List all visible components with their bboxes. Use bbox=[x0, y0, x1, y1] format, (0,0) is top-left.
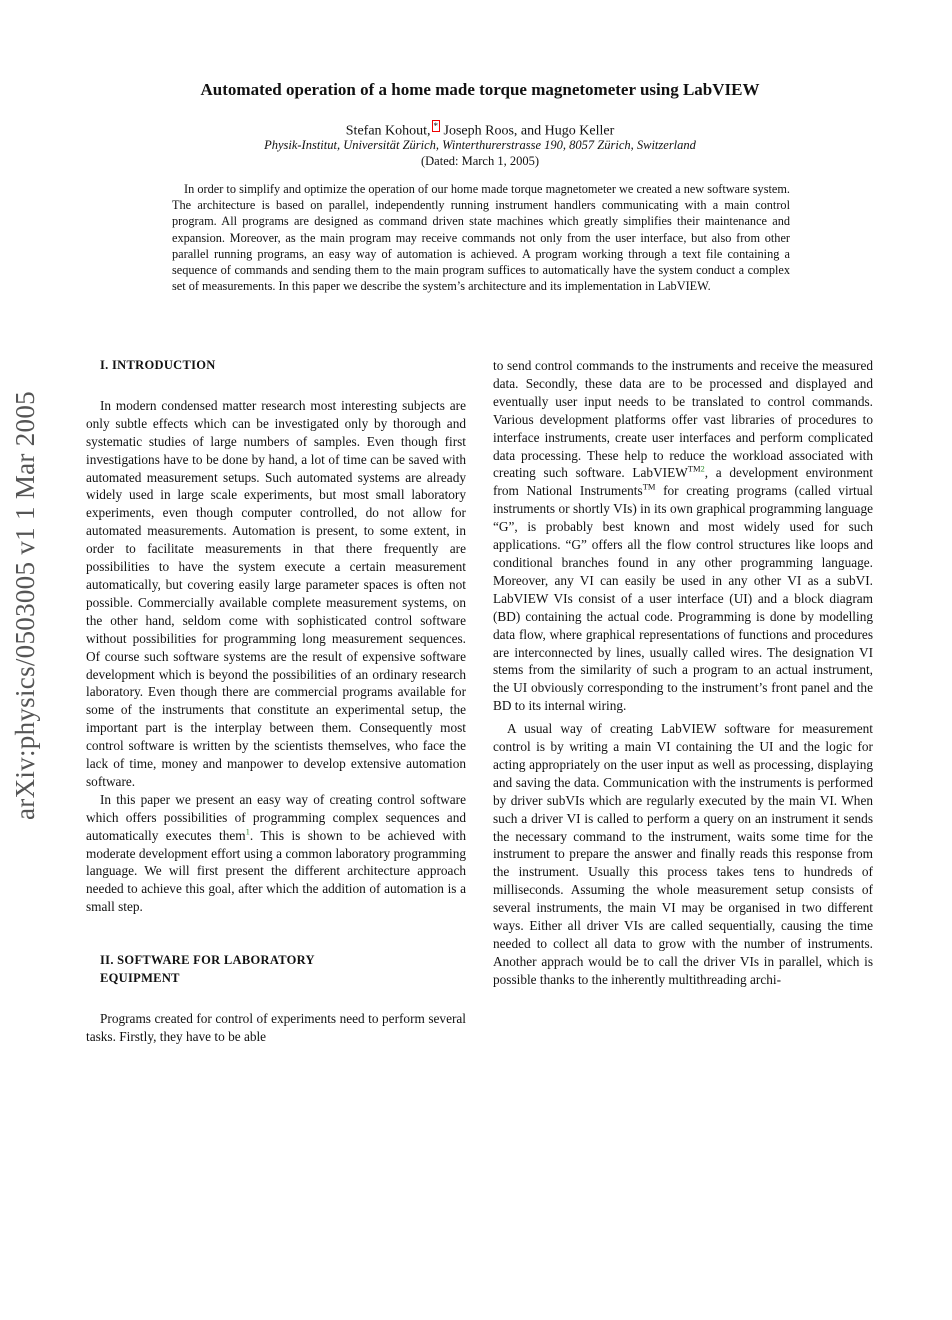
authors-rest: Joseph Roos, and Hugo Keller bbox=[440, 123, 615, 139]
intro-p2-text-a: In this paper we present an easy way of creating control software which offers possibilities of programming complex sequences and automatically executes them bbox=[86, 791, 466, 843]
arxiv-identifier: arXiv:physics/0503005 v1 1 Mar 2005 bbox=[10, 391, 40, 820]
abstract: In order to simplify and optimize the operation of our home made torque magnetometer we created a new software system. The architecture is based on parallel, independently running instrument handlers communicating with a main control program. All programs are designed as command driven state machines which greatly simplifies their maintenance and expansion. Moreover, as the main program may receive commands not only from the user interface, but also from other parallel running programs, an easy way of automation is achieved. A program working through a text file containing a sequence of commands and sending them to the main program suffices to automatically have the system conduct a complex set of measurements. In this paper we describe the system’s architecture and its implementation in LabVIEW. bbox=[172, 182, 790, 294]
author-footnote-link[interactable]: * bbox=[433, 121, 439, 131]
software-paragraph-2: A usual way of creating LabVIEW software for measurement control is by writing a main VI containing the UI and the logic for acting appropriately on the user input as well as processing, displaying and saving the data. Communication with the instruments is performed by driver subVIs which are regularly executed by the main VI. When such a driver VI is called to perform a query on an instrument it sends the necessary command to the instrument, waits some time for the instrument to prepare the answer and finally reads this response from the instrument. Usually this process takes tens to hundreds of milliseconds. Assuming the whole measurement setup consists of several instruments, the main VI may be organised in two different ways. Either all driver VIs are called sequentially, causing the time needed to collect all data to grow with the number of instruments. Another apprach would be to call the driver VIs in parallel, which is possible thanks to the inherently multithreading archi- bbox=[493, 721, 873, 987]
left-column bbox=[86, 357, 466, 1046]
software-paragraph-1-cont bbox=[493, 357, 873, 715]
right-column bbox=[493, 357, 873, 989]
affiliation: Physik-Institut, Universität Zürich, Winterthurerstrasse 190, 8057 Zürich, Switzerland bbox=[264, 138, 696, 152]
section-heading-software-line1: II. SOFTWARE FOR LABORATORY bbox=[100, 953, 315, 968]
software-p1-text-a: to send control commands to the instruments and receive the measured data. Secondly, these data are to be processed and displayed and eventually user input needs to be translated to control commands. Various development platforms offer vast libraries of procedures to interface instruments, create user interfaces and perform complicated data processing. These help to reduce the workload associated with creating such software. LabVIEW bbox=[493, 358, 873, 481]
software-paragraph-1-start: Programs created for control of experiments need to perform several tasks. Firstly, they have to be able bbox=[86, 1011, 466, 1044]
intro-paragraph-1: In modern condensed matter research most interesting subjects are only subtle effects which can be investigated only by thorough and systematic studies of large numbers of samples. Even though first investigations have to be done by hand, a lot of time can be saved with automated measurement setups. Such automated systems are already widely used in large scale experiments, but most small laboratory experiments, even though computer controlled, do not allow for automated measurements. Automation is present, to some extent, in order to facilitate measurements in that there frequently are possibilities to have the system execute a certain measurement automatically, but covering easily large parameter spaces is often not possible. Commercially available complete measurement systems, on the other hand, seldom come with sophisticated control software without possibilities for programming long measurement sequences. Of course such software systems are the result of expensive software development which is beyond the possibilities of an ordinary research laboratory. Even though there are commercial programs available for some of the instruments that constitute an experimental setup, the important part is the interplay between them. Consequently most control software is written by the scientists themselves, who face the lack of time, money and manpower to develop extensive automation software. bbox=[86, 397, 466, 789]
arxiv-sidebar bbox=[10, 391, 70, 1320]
authors-first: Stefan Kohout, bbox=[345, 123, 431, 139]
intro-paragraph-2 bbox=[86, 791, 466, 916]
trademark-mark-2: TM bbox=[642, 481, 656, 492]
software-p1-text-c: for creating programs (called virtual instruments or shortly VIs) in its own graphical programming language “G”, is probably best known and most widely used for such applications. “G” offers all the flow control structures like loops and conditional branches found in any other programming language. Moreover, any VI can easily be used in any other VI as a subVI. LabVIEW VIs consist of a user interface (UI) and a block diagram (BD) containing the actual code. Programming is done by modelling data flow, where graphical representations of functions and procedures are interconnected by lines, usually called wires. The designation VI stems from the similarity of such a program to an actual instrument, the UI obviously corresponding to the instrument’s front panel and the BD to its internal wiring. bbox=[493, 483, 874, 714]
reference-link-1[interactable]: 1 bbox=[245, 826, 250, 837]
software-p1-text-b: , a development environment from National Instruments bbox=[493, 465, 873, 499]
author-list bbox=[80, 120, 880, 140]
intro-p2-text-b: . This is shown to be achieved with moderate development effort using a common laboratory programming language. We will first present the different architecture approach needed to achieve this goal, after which the addition of automation is a small step. bbox=[86, 827, 466, 915]
section-heading-introduction: I. INTRODUCTION bbox=[100, 358, 216, 372]
section-heading-software-line2: EQUIPMENT bbox=[100, 971, 180, 986]
paper-title: Automated operation of a home made torque magnetometer using LabVIEW bbox=[200, 80, 760, 99]
date-line: (Dated: March 1, 2005) bbox=[420, 154, 540, 168]
trademark-mark-1: TM bbox=[687, 464, 701, 475]
reference-link-2[interactable]: 2 bbox=[700, 464, 705, 475]
